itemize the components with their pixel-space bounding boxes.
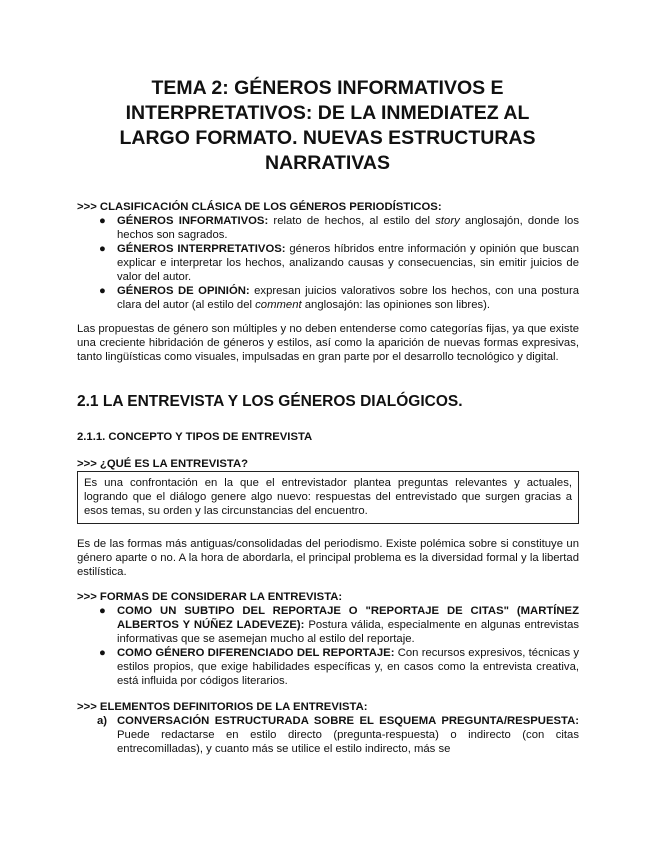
- bullet-text: géneros híbridos entre información y opinión que buscan explicar e interpretar los hechos, analizando causas y consecuencias, sin emitir juicios de valor del autor.: [117, 243, 580, 283]
- bullet-emphasis: comment: [255, 299, 302, 311]
- bullet-text: Con recursos expresivos, técnicas y estilos propios, que exige habilidades específicas y, en casos como la entrevista creativa, está influida por códigos literarios.: [117, 647, 579, 687]
- list-item: [77, 284, 579, 312]
- bullet-text: expresan juicios valorativos sobre los hechos, con una postura clara del autor (al estilo del: [117, 285, 579, 311]
- bullet-term: COMO GÉNERO DIFERENCIADO DEL REPORTAJE:: [117, 647, 395, 659]
- document-title: [60, 76, 595, 176]
- que-es-heading: [77, 457, 579, 471]
- elementos-section: [77, 700, 579, 756]
- item-letter: a): [97, 715, 108, 727]
- item-term: CONVERSACIÓN ESTRUCTURADA SOBRE EL ESQUEMA PREGUNTA/RESPUESTA:: [117, 715, 579, 727]
- formas-heading: >>> FORMAS DE CONSIDERAR LA ENTREVISTA:: [77, 591, 343, 603]
- item-text: Puede redactarse en estilo directo (pregunta-respuesta) o indirecto (con citas entrecomilladas), y cuanto más se utilice el estilo indirecto, más se: [117, 729, 579, 755]
- list-item: [77, 646, 579, 688]
- bullet-icon: ●: [99, 215, 106, 227]
- bullet-term: GÉNEROS DE OPINIÓN:: [117, 285, 250, 297]
- bullet-text: anglosajón: las opiniones son libres).: [301, 299, 491, 311]
- clasificacion-section: [77, 200, 579, 312]
- formas-intro: [77, 537, 579, 579]
- formas-section: [77, 590, 579, 688]
- bullet-icon: ●: [99, 605, 106, 617]
- title-line: NARRATIVAS: [265, 152, 390, 174]
- bullet-term: GÉNEROS INTERPRETATIVOS:: [117, 243, 286, 255]
- formas-paragraph: Es de las formas más antiguas/consolidadas del periodismo. Existe polémica sobre si constituye un género aparte o no. A la hora de abordarla, el principal problema es la diversidad formal y la libertad estilística.: [77, 538, 579, 578]
- bullet-text: anglosajón, donde los hechos son sagrados.: [117, 215, 579, 241]
- bullet-term: COMO UN SUBTIPO DEL REPORTAJE O "REPORTAJE DE CITAS" (MARTÍNEZ ALBERTOS Y NÚÑEZ LADEVEZE):: [117, 605, 579, 631]
- subsection-heading: 2.1.1. CONCEPTO Y TIPOS DE ENTREVISTA: [77, 431, 313, 443]
- clasificacion-heading: >>> CLASIFICACIÓN CLÁSICA DE LOS GÉNEROS PERIODÍSTICOS:: [77, 201, 442, 213]
- intro-paragraph: Las propuestas de género son múltiples y no deben entenderse como categorías fijas, ya que existe una creciente hibridación de géneros y estilos, así como la aparición de nuevas formas expresivas, tanto lingüísticas como visuales, impulsadas en gran parte por el desarrollo tecnológico y digital.: [77, 323, 579, 363]
- list-item: [77, 214, 579, 242]
- title-line: TEMA 2: GÉNEROS INFORMATIVOS E: [151, 77, 504, 99]
- list-item: [77, 242, 579, 284]
- bullet-icon: ●: [99, 647, 106, 659]
- bullet-term: GÉNEROS INFORMATIVOS:: [117, 215, 269, 227]
- intro-section: [77, 322, 579, 364]
- bullet-icon: ●: [99, 243, 106, 255]
- title-line: INTERPRETATIVOS: DE LA INMEDIATEZ AL: [125, 102, 530, 124]
- elementos-heading: >>> ELEMENTOS DEFINITORIOS DE LA ENTREVISTA:: [77, 701, 368, 713]
- que-es-heading-text: >>> ¿QUÉ ES LA ENTREVISTA?: [77, 458, 249, 470]
- definition-box: Es una confrontación en la que el entrevistador plantea preguntas relevantes y actuales, logrando que el diálogo genere algo nuevo: respuestas del entrevistado que surgen gracias a esos temas, su orden y las circunstancias del encuentro.: [77, 471, 579, 524]
- bullet-text: relato de hechos, al estilo del: [268, 215, 436, 227]
- section-heading: 2.1 LA ENTREVISTA Y LOS GÉNEROS DIALÓGICOS.: [77, 393, 463, 410]
- title-line: LARGO FORMATO. NUEVAS ESTRUCTURAS: [119, 127, 536, 149]
- list-item: [77, 604, 579, 646]
- bullet-icon: ●: [99, 285, 106, 297]
- bullet-emphasis: story: [435, 215, 460, 227]
- bullet-text: Postura válida, especialmente en algunas entrevistas informativas que se asemejan mucho al estilo del reportaje.: [117, 619, 579, 645]
- list-item: [77, 714, 579, 756]
